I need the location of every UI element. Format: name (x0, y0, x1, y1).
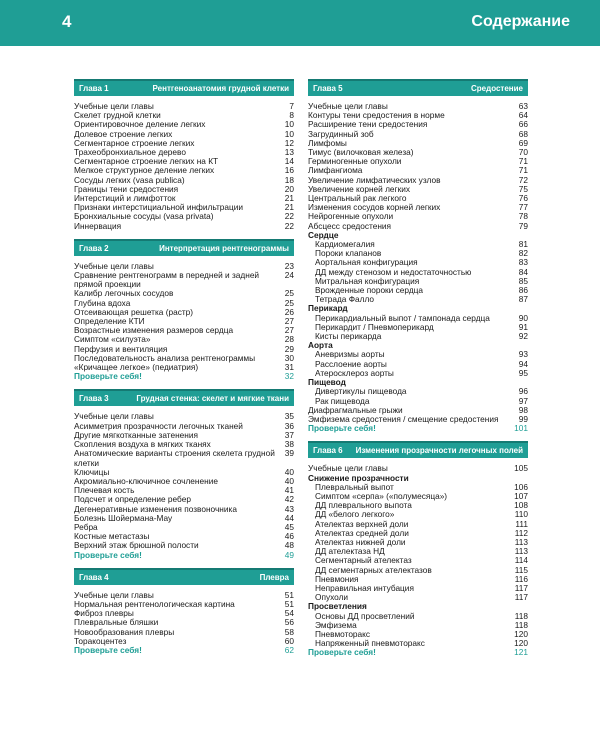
toc-entry-title: Акромиально-ключичное сочленение (74, 475, 218, 486)
toc-entry-page: 68 (518, 128, 528, 139)
toc-entry-page: 23 (284, 260, 294, 271)
toc-entry-page: 82 (518, 248, 528, 259)
toc-entry-page: 72 (518, 174, 528, 185)
toc-entry-title: Мелкое структурное деление легких (74, 165, 215, 176)
toc-entry-page: 25 (284, 288, 294, 299)
toc-entry-title: Перфузия и вентиляция (74, 343, 168, 354)
toc-entry-title: Проверьте себя! (74, 644, 142, 655)
toc-entry-page: 69 (518, 137, 528, 148)
toc-entry[interactable] (74, 271, 294, 289)
toc-entry-title: Учебные цели главы (308, 463, 388, 474)
toc-entry-page: 116 (514, 573, 528, 584)
toc-entry-title: Торакоцентез (74, 635, 127, 646)
toc-entry-title: Основы ДД просветлений (315, 610, 415, 621)
toc-entry-title: Пневмоторакс (315, 628, 371, 639)
toc-entry-title: Рак пищевода (315, 395, 370, 406)
toc-entry-title: Учебные цели главы (74, 101, 154, 111)
chapter-label: Глава 1 (79, 84, 109, 93)
toc-entry-title: Расслоение аорты (315, 358, 387, 369)
toc-entry-title: Глубина вдоха (74, 297, 131, 308)
toc-entry[interactable] (74, 514, 294, 523)
toc-entry-page: 45 (284, 521, 294, 532)
toc-entry-title: Интерстиций и лимфотток (74, 193, 176, 204)
toc-entry-title: Асимметрия прозрачности легочных тканей (74, 420, 243, 431)
toc-entry-title: Фиброз плевры (74, 608, 134, 619)
toc-entry-page: 113 (514, 536, 528, 547)
toc-entry-page: 43 (284, 503, 294, 514)
toc-entry-page: 28 (284, 334, 294, 345)
toc-entry-page: 96 (518, 386, 528, 397)
toc-entry-title: Определение КТИ (74, 316, 145, 327)
toc-entry-title: Скелет грудной клетки (74, 110, 161, 121)
toc-entry-title: ДД «белого легкого» (315, 509, 395, 520)
toc-entry-page: 94 (518, 358, 528, 369)
toc-entry-page: 112 (514, 527, 528, 538)
toc-entry-page: 31 (284, 362, 294, 373)
toc-entry-title: Учебные цели главы (74, 589, 154, 600)
toc-entry-title: Ателектаз средней доли (315, 527, 409, 538)
toc-entry-page: 13 (284, 147, 294, 158)
toc-entry-title: Сегментарное строение легких (74, 137, 195, 148)
toc-column-right (308, 79, 528, 666)
toc-entry-page: 107 (514, 490, 528, 501)
toc-entry-page: 63 (518, 101, 528, 111)
toc-entry-page: 56 (284, 617, 294, 628)
toc-entry-title: «Кричащее легкое» (педиатрия) (74, 362, 199, 373)
toc-entry-page: 14 (284, 156, 294, 167)
chapter-label: Глава 3 (79, 394, 109, 404)
toc-entry-title: Увеличение лимфатических узлов (308, 174, 441, 185)
toc-entry-page: 35 (284, 411, 294, 422)
toc-entry-page: 90 (518, 312, 528, 323)
toc-entry-page: 8 (289, 110, 294, 121)
toc-entry-title: Снижение прозрачности (308, 472, 409, 483)
toc-entry-page: 27 (284, 325, 294, 336)
toc-entry-page: 77 (518, 202, 528, 213)
toc-entry-page: 49 (284, 549, 294, 560)
toc-entry-page: 7 (289, 101, 294, 111)
toc-entry-title: Сегментарное строение легких на КТ (74, 156, 219, 167)
toc-entry-title: Подсчет и определение ребер (74, 494, 191, 505)
toc-entry-page: 16 (284, 165, 294, 176)
toc-entry-title: Пороки клапанов (315, 248, 382, 259)
toc-entry-page: 118 (514, 610, 528, 621)
chapter-label: Глава 6 (313, 446, 343, 456)
toc-entry-page: 99 (518, 413, 528, 424)
toc-entry-title: Лимфомы (308, 137, 347, 148)
toc-entry-title: Пневмония (315, 573, 359, 584)
toc-entry-page: 66 (518, 119, 528, 130)
chapter-label: Глава 4 (79, 572, 109, 582)
chapter-title: Рентгеноанатомия грудной клетки (152, 84, 289, 93)
self-check-entry[interactable] (74, 372, 294, 381)
chapter-block (308, 79, 528, 433)
toc-column-left (74, 79, 294, 663)
toc-entry-title: Перикардиальный выпот / тампонада сердца (315, 312, 490, 323)
toc-entry-page: 117 (514, 592, 528, 603)
toc-entry-title: Напряженный пневмоторакс (315, 638, 425, 649)
chapter-title: Плевра (259, 572, 289, 582)
toc-entry-title: Увеличение корней легких (308, 183, 410, 194)
toc-entry-title: Ребра (74, 521, 98, 532)
toc-entry-page: 20 (284, 183, 294, 194)
chapter-label: Глава 5 (313, 84, 343, 93)
toc-entry-page: 70 (518, 147, 528, 158)
toc-entry-title: Болезнь Шойермана-Мау (74, 512, 173, 523)
toc-entry-page: 108 (514, 500, 528, 511)
toc-entry-page: 41 (284, 485, 294, 496)
toc-entry-title: Аорта (308, 340, 333, 351)
toc-entry-title: Перикард (308, 303, 348, 314)
toc-entry-page: 93 (518, 349, 528, 360)
toc-entry-page: 95 (518, 367, 528, 378)
toc-entry-page: 114 (514, 555, 528, 566)
toc-entry-title: Плевральный выпот (315, 481, 394, 492)
page-title: Содержание (471, 13, 570, 30)
toc-entry-page: 120 (514, 628, 528, 639)
toc-entry-title: Перикардит / Пневмоперикард (315, 321, 434, 332)
chapter-header (74, 79, 294, 96)
toc-entry-page: 46 (284, 531, 294, 542)
toc-entry-page: 21 (284, 202, 294, 213)
chapter-block (308, 441, 528, 657)
toc-entry-title: ДД ателектаза НД (315, 546, 385, 557)
self-check-entry[interactable] (74, 646, 294, 655)
toc-entry-title: Плечевая кость (74, 485, 135, 496)
chapter-block (74, 79, 294, 231)
toc-entry-title: Аневризмы аорты (315, 349, 385, 360)
toc-entry-title: Опухоли (315, 592, 349, 603)
toc-entry-page: 91 (518, 321, 528, 332)
toc-entry-title: Бронхиальные сосуды (vasa privata) (74, 211, 214, 222)
toc-entry[interactable] (74, 222, 294, 231)
toc-entry[interactable] (308, 222, 528, 231)
toc-entry-page: 51 (284, 589, 294, 600)
chapter-label: Глава 2 (79, 243, 109, 253)
toc-entry-title: Новообразования плевры (74, 626, 175, 637)
chapter-entries (74, 412, 294, 559)
toc-entry-page: 26 (284, 306, 294, 317)
toc-entry-title: Другие мягкотканные затенения (74, 429, 198, 440)
toc-entry-page: 85 (518, 275, 528, 286)
chapter-header (308, 441, 528, 458)
toc-entry-title: Сосуды легких (vasa publica) (74, 174, 185, 185)
toc-entry-title: Костные метастазы (74, 531, 150, 542)
toc-entry-title: Проверьте себя! (308, 647, 376, 658)
toc-entry-title: Последовательность анализа рентгенограммы (74, 352, 256, 363)
toc-entry-page: 42 (284, 494, 294, 505)
toc-entry-title: Ателектаз верхней доли (315, 518, 409, 529)
toc-entry-page: 120 (514, 638, 528, 649)
toc-entry-title: Верхний этаж брюшной полости (74, 540, 199, 551)
toc-entry-page: 97 (518, 395, 528, 406)
chapter-header (308, 79, 528, 96)
toc-entry-page: 36 (284, 420, 294, 431)
chapter-entries (74, 102, 294, 231)
toc-entry-title: Признаки интерстициальной инфильтрации (74, 202, 244, 213)
toc-entry-title: Иннервация (74, 220, 122, 231)
toc-entry-title: Долевое строение легких (74, 128, 173, 139)
toc-entry-title: Симптом «силуэта» (74, 334, 151, 345)
chapter-header (74, 568, 294, 585)
toc-entry-title: Плевральные бляшки (74, 617, 159, 628)
chapter-title: Средостение (471, 84, 523, 93)
toc-entry-page: 75 (518, 183, 528, 194)
toc-entry-page: 51 (284, 598, 294, 609)
toc-entry-title: Эмфизема (315, 619, 357, 630)
toc-entry-title: Ателектаз нижней доли (315, 536, 406, 547)
self-check-entry[interactable] (308, 424, 528, 433)
toc-entry-title: Кисты перикарда (315, 331, 382, 342)
toc-entry-title: Изменения сосудов корней легких (308, 202, 441, 213)
chapter-entries (308, 102, 528, 433)
toc-entry-title: Митральная конфигурация (315, 275, 420, 286)
toc-entry-page: 58 (284, 626, 294, 637)
toc-entry-title: Возрастные изменения размеров сердца (74, 325, 234, 336)
toc-entry-page: 83 (518, 257, 528, 268)
toc-entry-title: Нормальная рентгенологическая картина (74, 598, 235, 609)
toc-entry[interactable] (74, 449, 294, 467)
toc-entry-page: 84 (518, 266, 528, 277)
toc-entry-page: 10 (284, 128, 294, 139)
toc-entry-title: Загрудинный зоб (308, 128, 374, 139)
toc-entry-title: Сегментарный ателектаз (315, 555, 412, 566)
toc-entry-title: Проверьте себя! (308, 423, 376, 434)
toc-entry-title: Проверьте себя! (74, 549, 142, 560)
chapter-header (74, 239, 294, 256)
toc-entry-title: Ориентировочное деление легких (74, 119, 206, 130)
toc-entry-title: ДД сегментарных ателектазов (315, 564, 432, 575)
toc-entry-page: 98 (518, 404, 528, 415)
toc-entry-page: 32 (284, 371, 294, 382)
toc-entry-title: ДД между стенозом и недостаточностью (315, 266, 472, 277)
toc-entry-title: Пищевод (308, 377, 346, 388)
toc-entry-title: Ключицы (74, 466, 110, 477)
chapter-entries (74, 262, 294, 382)
page-header (0, 0, 600, 46)
toc-entry-title: Герминогенные опухоли (308, 156, 402, 167)
toc-entry-title: Диафрагмальные грыжи (308, 404, 403, 415)
toc-entry-title: Учебные цели главы (74, 260, 154, 271)
toc-entry-title: Скопления воздуха в мягких тканях (74, 439, 211, 450)
chapter-entries (74, 591, 294, 655)
toc-entry-page: 92 (518, 331, 528, 342)
toc-entry-title: ДД плеврального выпота (315, 500, 412, 511)
toc-entry-title: Учебные цели главы (74, 411, 154, 422)
toc-entry-page: 115 (514, 564, 528, 575)
chapter-title: Интерпретация рентгенограммы (159, 243, 289, 253)
toc-entry-page: 29 (284, 343, 294, 354)
toc-entry-title: Аортальная конфигурация (315, 257, 418, 268)
toc-entry-title: Границы тени средостения (74, 183, 179, 194)
self-check-entry[interactable] (74, 551, 294, 560)
toc-entry-page: 71 (518, 165, 528, 176)
toc-entry-title: Калибр легочных сосудов (74, 288, 174, 299)
self-check-entry[interactable] (308, 648, 528, 657)
toc-entry-page: 40 (284, 475, 294, 486)
toc-entry-title: Трахеобронхиальное дерево (74, 147, 186, 158)
toc-entry-title: Врожденные пороки сердца (315, 285, 424, 296)
toc-entry-page: 27 (284, 316, 294, 327)
toc-entry-page: 111 (515, 518, 528, 529)
toc-entry-page: 40 (284, 466, 294, 477)
toc-entry-title: Нейрогенные опухоли (308, 211, 394, 222)
toc-entry-page: 54 (284, 608, 294, 619)
toc-entry-page: 87 (518, 294, 528, 305)
toc-entry-title: Сердце (308, 229, 339, 240)
toc-entry-title: Абсцесс средостения (308, 220, 392, 231)
toc-entry-page: 10 (284, 119, 294, 130)
toc-entry-page: 37 (284, 429, 294, 440)
toc-entry-page: 121 (514, 647, 528, 658)
chapter-header (74, 389, 294, 406)
toc-entry-page: 81 (518, 239, 528, 250)
toc-entry-page: 110 (514, 509, 528, 520)
chapter-block (74, 568, 294, 655)
toc-entry-title: Центральный рак легкого (308, 193, 407, 204)
toc-entry-page: 106 (514, 481, 528, 492)
toc-entry-title: Просветления (308, 601, 367, 612)
chapter-entries (308, 464, 528, 657)
toc-entry-title: Контуры тени средостения в норме (308, 110, 445, 121)
toc-entry-title: Дегенеративные изменения позвоночника (74, 503, 237, 514)
toc-entry-title: Отсеивающая решетка (растр) (74, 306, 194, 317)
toc-entry-page: 79 (518, 220, 528, 231)
toc-entry-page: 21 (284, 193, 294, 204)
toc-entry-page: 118 (514, 619, 528, 630)
toc-entry-title: Эмфизема средостения / смещение средостения (308, 413, 499, 424)
toc-entry-page: 71 (518, 156, 528, 167)
page-number: 4 (62, 12, 72, 31)
toc-entry-page: 48 (284, 540, 294, 551)
toc-entry-title: Учебные цели главы (308, 101, 388, 111)
toc-entry-title: Неправильная интубация (315, 582, 414, 593)
toc-entry-page: 22 (284, 211, 294, 222)
toc-entry-page: 12 (284, 137, 294, 148)
toc-entry-title: Кардиомегалия (315, 239, 375, 250)
toc-entry-title: Лимфангиома (308, 165, 363, 176)
toc-entry-page: 117 (514, 582, 528, 593)
toc-entry-page: 78 (518, 211, 528, 222)
toc-entry-title: Тетрада Фалло (315, 294, 375, 305)
toc-entry-title: Тимус (вилочковая железа) (308, 147, 414, 158)
chapter-title: Изменения прозрачности легочных полей (355, 446, 523, 456)
toc-entry-page: 76 (518, 193, 528, 204)
chapter-block (74, 389, 294, 559)
toc-entry-page: 64 (518, 110, 528, 121)
toc-entry-page: 105 (514, 463, 528, 474)
toc-entry-page: 62 (284, 644, 294, 655)
toc-entry-page: 30 (284, 352, 294, 363)
toc-entry-title: Анатомические варианты строения скелета грудной клетки (74, 448, 275, 468)
toc-entry-title: Расширение тени средостения (308, 119, 428, 130)
chapter-title: Грудная стенка: скелет и мягкие ткани (136, 394, 289, 404)
chapter-block (74, 239, 294, 382)
toc-entry-page: 18 (284, 174, 294, 185)
toc-entry-title: Сравнение рентгенограмм в передней и задней прямой проекции (74, 270, 260, 290)
toc-entry-page: 113 (514, 546, 528, 557)
toc-entry-page: 24 (284, 270, 294, 281)
toc-entry-page: 101 (514, 423, 528, 434)
toc-entry[interactable] (308, 332, 528, 341)
toc-entry-title: Проверьте себя! (74, 371, 142, 382)
toc-entry-page: 22 (284, 220, 294, 231)
toc-entry-page: 60 (284, 635, 294, 646)
toc-entry-page: 86 (518, 285, 528, 296)
toc-entry-page: 44 (284, 512, 294, 523)
toc-entry-title: Симптом «серпа» («полумесяца») (315, 490, 448, 501)
toc-entry-title: Атеросклероз аорты (315, 367, 394, 378)
toc-entry-page: 39 (284, 448, 294, 459)
toc-entry-page: 38 (284, 439, 294, 450)
toc-entry-page: 25 (284, 297, 294, 308)
toc-entry-title: Дивертикулы пищевода (315, 386, 407, 397)
